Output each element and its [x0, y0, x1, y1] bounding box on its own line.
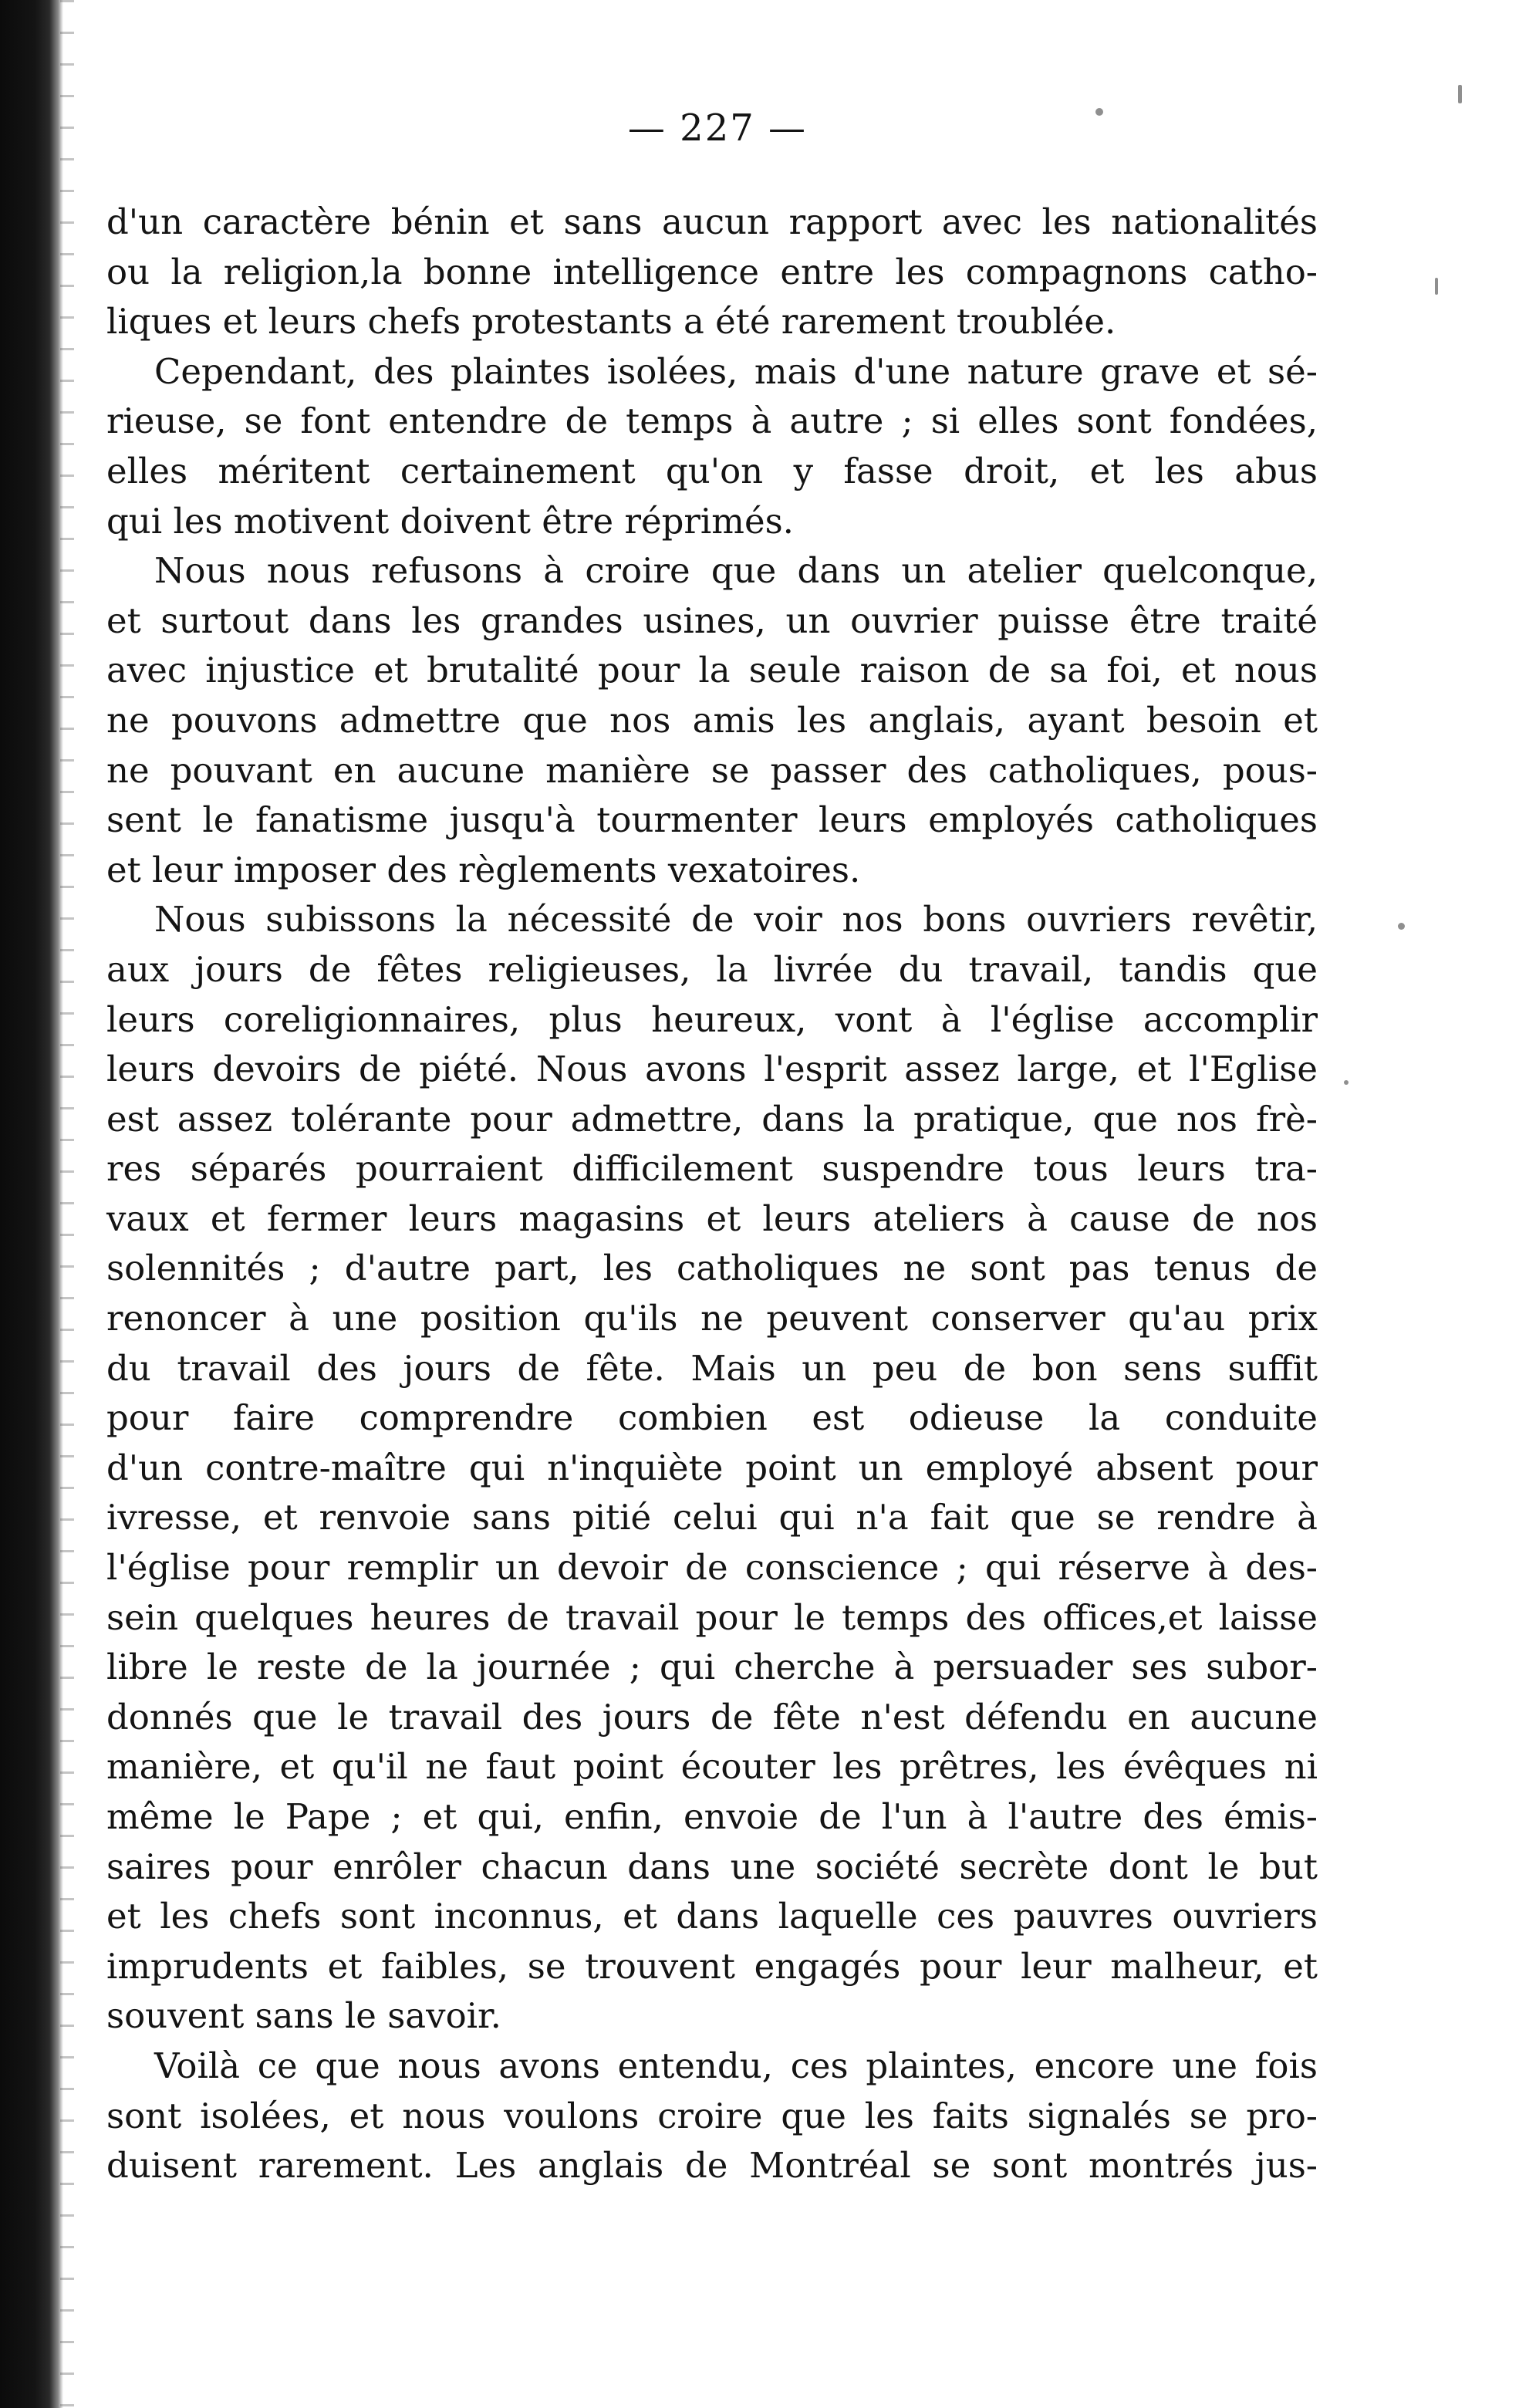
text-line: renoncer à une position qu'ils ne peuvent conserver qu'au prix — [106, 1298, 1318, 1339]
text-line: manière, et qu'il ne faut point écouter les prêtres, les évêques ni — [106, 1746, 1318, 1788]
text-line: res séparés pourraient difficilement suspendre tous leurs tra- — [106, 1148, 1318, 1190]
text-line: souvent sans le savoir. — [106, 1995, 501, 2037]
text-line: d'un caractère bénin et sans aucun rapport avec les nationalités — [106, 201, 1318, 242]
text-line: sent le fanatisme jusqu'à tourmenter leurs employés catholiques — [106, 799, 1318, 841]
text-line: Nous nous refusons à croire que dans un atelier quelconque, — [154, 550, 1318, 592]
text-line: rieuse, se font entendre de temps à autre ; si elles sont fondées, — [106, 400, 1318, 442]
text-line: elles méritent certainement qu'on y fasse droit, et les abus — [106, 450, 1318, 491]
scan-speck — [1458, 85, 1462, 103]
text-line: leurs coreligionnaires, plus heureux, vont à l'église accomplir — [106, 998, 1318, 1040]
scan-speck — [1435, 278, 1438, 295]
page-number: — 227 — — [627, 106, 808, 150]
text-line: ne pouvant en aucune manière se passer des catholiques, pous- — [106, 749, 1318, 791]
text-line: pour faire comprendre combien est odieuse la conduite — [106, 1397, 1318, 1439]
page-binding-edge — [0, 0, 63, 2408]
binding-scan-noise — [60, 0, 74, 2408]
text-line: Voilà ce que nous avons entendu, ces plaintes, encore une fois — [154, 2045, 1318, 2086]
scan-speck — [1095, 108, 1103, 116]
text-line: qui les motivent doivent être réprimés. — [106, 500, 794, 542]
text-line: Cependant, des plaintes isolées, mais d'une nature grave et sé- — [154, 350, 1318, 392]
text-line: Nous subissons la nécessité de voir nos bons ouvriers revêtir, — [154, 899, 1318, 941]
text-line: liques et leurs chefs protestants a été rarement troublée. — [106, 301, 1116, 343]
text-line: et leur imposer des règlements vexatoires. — [106, 849, 861, 890]
text-line: imprudents et faibles, se trouvent engagés pour leur malheur, et — [106, 1945, 1318, 1987]
text-line: du travail des jours de fête. Mais un peu de bon sens suffit — [106, 1347, 1318, 1389]
text-line: sein quelques heures de travail pour le temps des offices,et laisse — [106, 1596, 1318, 1638]
text-line: duisent rarement. Les anglais de Montréal se sont montrés jus- — [106, 2145, 1318, 2187]
text-line: d'un contre-maître qui n'inquiète point un employé absent pour — [106, 1447, 1318, 1488]
scan-speck — [1344, 1080, 1349, 1085]
text-line: et les chefs sont inconnus, et dans laquelle ces pauvres ouvriers — [106, 1896, 1318, 1937]
text-line: est assez tolérante pour admettre, dans la pratique, que nos frè- — [106, 1098, 1318, 1140]
text-line: ivresse, et renvoie sans pitié celui qui n'a fait que se rendre à — [106, 1497, 1318, 1538]
text-line: ne pouvons admettre que nos amis les anglais, ayant besoin et — [106, 699, 1318, 741]
body-text — [106, 198, 1318, 2191]
text-line: donnés que le travail des jours de fête n'est défendu en aucune — [106, 1696, 1318, 1738]
text-line: ou la religion,la bonne intelligence entre les compagnons catho- — [106, 251, 1318, 292]
text-line: même le Pape ; et qui, enfin, envoie de l'un à l'autre des émis- — [106, 1796, 1318, 1837]
text-line: et surtout dans les grandes usines, un ouvrier puisse être traité — [106, 599, 1318, 641]
text-line: leurs devoirs de piété. Nous avons l'esprit assez large, et l'Eglise — [106, 1049, 1318, 1090]
scan-speck — [1398, 923, 1405, 930]
text-line: aux jours de fêtes religieuses, la livrée du travail, tandis que — [106, 948, 1318, 990]
text-line: l'église pour remplir un devoir de conscience ; qui réserve à des- — [106, 1547, 1318, 1589]
text-line: sont isolées, et nous voulons croire que les faits signalés se pro- — [106, 2095, 1318, 2136]
text-line: vaux et fermer leurs magasins et leurs ateliers à cause de nos — [106, 1197, 1318, 1239]
text-line: saires pour enrôler chacun dans une société secrète dont le but — [106, 1846, 1318, 1887]
text-line: avec injustice et brutalité pour la seule raison de sa foi, et nous — [106, 650, 1318, 691]
text-line: libre le reste de la journée ; qui cherche à persuader ses subor- — [106, 1646, 1318, 1688]
text-line: solennités ; d'autre part, les catholiques ne sont pas tenus de — [106, 1248, 1318, 1289]
